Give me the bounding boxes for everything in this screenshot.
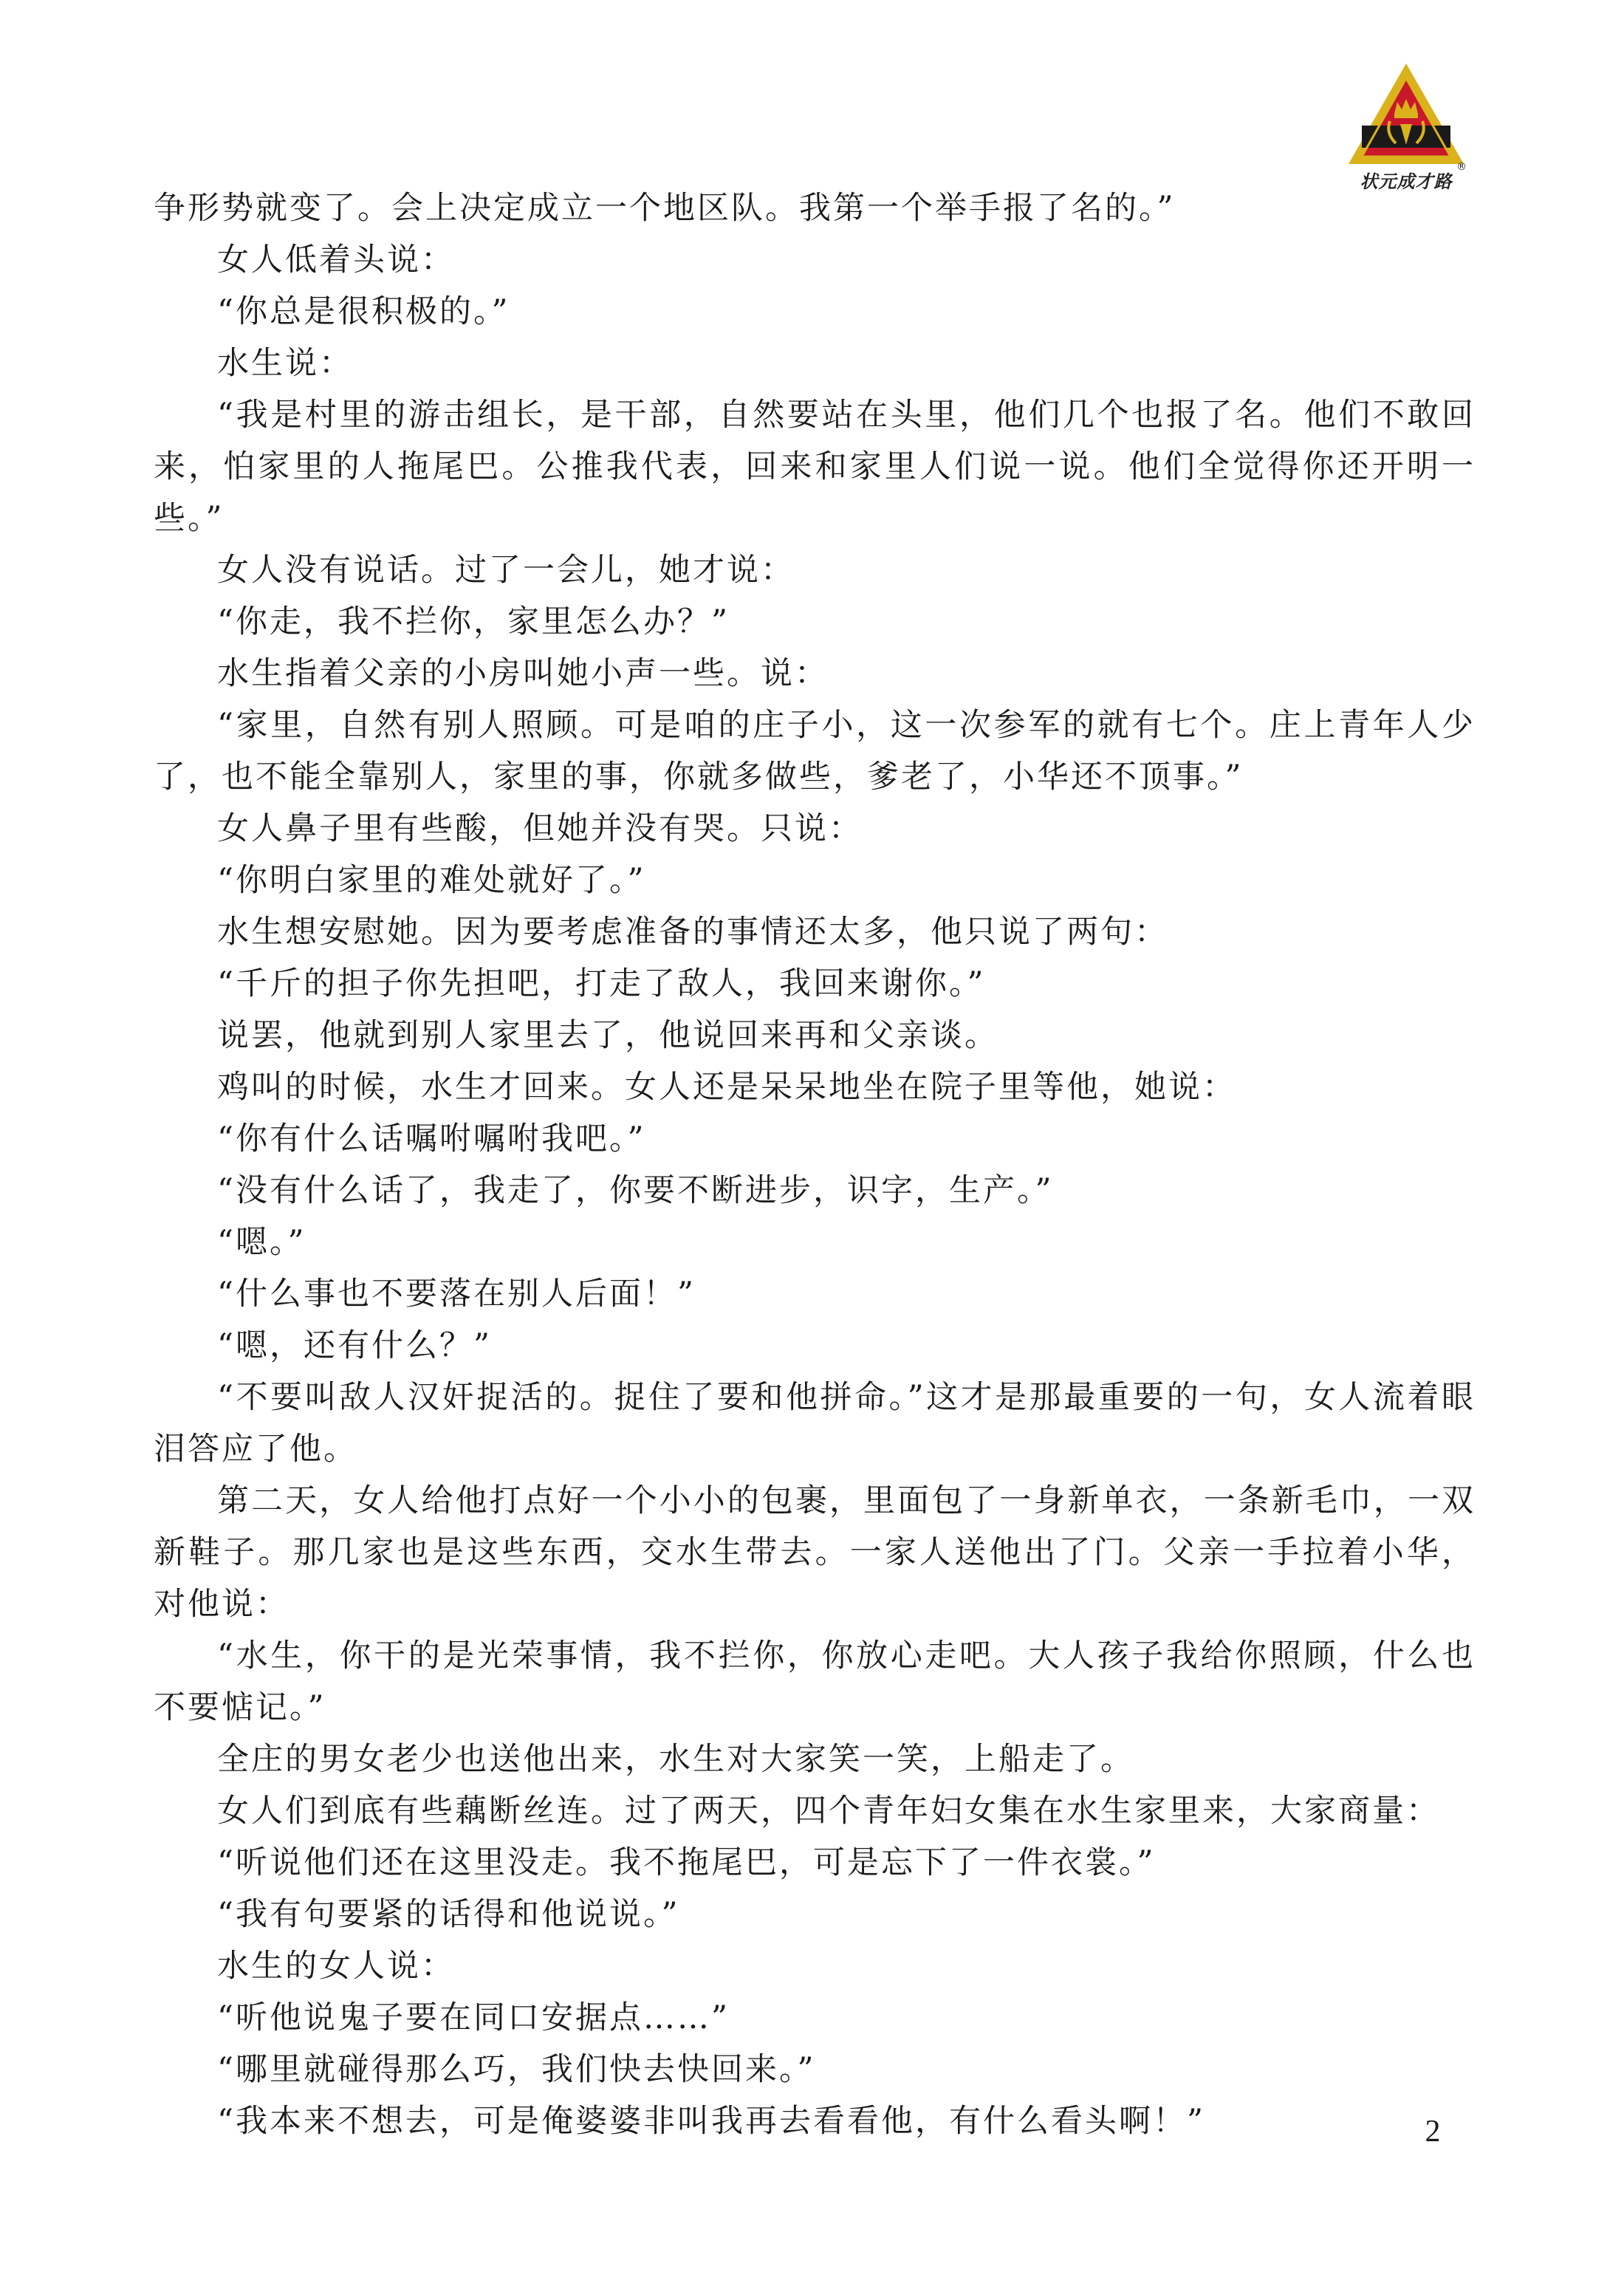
paragraph: “你总是很积极的。” (217, 293, 510, 330)
paragraph: “家里，自然有别人照顾。可是咱的庄子小，这一次参军的就有七个。庄上青年人少了，也不能全靠别人，家里的事，你就多做些，爹老了，小华还不顶事。” (154, 707, 1476, 795)
paragraph: “不要叫敌人汉奸捉活的。捉住了要和他拼命。”这才是那最重要的一句，女人流着眼泪答应了他。 (154, 1379, 1476, 1468)
paragraph: “水生，你干的是光荣事情，我不拦你，你放心走吧。大人孩子我给你照顾，什么也不要惦记。” (154, 1637, 1476, 1726)
publisher-logo (1347, 62, 1467, 192)
paragraph: “没有什么话了，我走了，你要不断进步，识字，生产。” (217, 1172, 1054, 1209)
paragraph: 争形势就变了。会上决定成立一个地区队。我第一个举手报了名的。” (154, 190, 1176, 227)
paragraph: 第二天，女人给他打点好一个小小的包裹，里面包了一身新单衣，一条新毛巾，一双新鞋子。那几家也是这些东西，交水生带去。一家人送他出了门。父亲一手拉着小华，对他说： (154, 1482, 1476, 1623)
paragraph: 水生想安慰她。因为要考虑准备的事情还太多，他只说了两句： (217, 914, 1168, 951)
paragraph: 全庄的男女老少也送他出来，水生对大家笑一笑，上船走了。 (217, 1741, 1134, 1778)
paragraph: “嗯。” (217, 1224, 306, 1261)
paragraph: “听他说鬼子要在同口安据点……” (217, 1999, 730, 2036)
paragraph: 水生的女人说： (217, 1948, 455, 1985)
paragraph: “我是村里的游击组长，是干部，自然要站在头里，他们几个也报了名。他们不敢回来，怕家里的人拖尾巴。公推我代表，回来和家里人们说一说。他们全觉得你还开明一些。” (154, 397, 1476, 537)
paragraph: 水生说： (217, 345, 353, 382)
paragraph: “你明白家里的难处就好了。” (217, 862, 646, 899)
paragraph: 女人们到底有些藕断丝连。过了两天，四个青年妇女集在水生家里来，大家商量： (217, 1793, 1440, 1830)
paragraph: “哪里就碰得那么巧，我们快去快回来。” (217, 2051, 816, 2088)
paragraph: “什么事也不要落在别人后面！” (217, 1276, 696, 1313)
paragraph: 女人鼻子里有些酸，但她并没有哭。只说： (217, 810, 863, 847)
registered-mark: ® (1456, 161, 1467, 173)
paragraph: “你走，我不拦你，家里怎么办？” (217, 603, 730, 640)
paragraph: “你有什么话嘱咐嘱咐我吧。” (217, 1120, 646, 1157)
paragraph: 水生指着父亲的小房叫她小声一些。说： (217, 655, 829, 692)
paragraph: 女人低着头说： (217, 242, 455, 278)
triangle-emblem-icon (1347, 62, 1465, 165)
page-number: 2 (1425, 2115, 1441, 2149)
paragraph: “千斤的担子你先担吧，打走了敌人，我回来谢你。” (217, 965, 986, 1002)
paragraph: 说罢，他就到别人家里去了，他说回来再和父亲谈。 (217, 1017, 998, 1054)
paragraph: 女人没有说话。过了一会儿，她才说： (217, 552, 795, 589)
paragraph: “我本来不想去，可是俺婆婆非叫我再去看看他，有什么看头啊！” (217, 2103, 1205, 2140)
paragraph: 鸡叫的时候，水生才回来。女人还是呆呆地坐在院子里等他，她说： (217, 1069, 1236, 1106)
paragraph: “嗯，还有什么？” (217, 1327, 492, 1364)
article-body (154, 182, 1476, 2147)
logo-name: 状元成才路 (1360, 171, 1453, 192)
paragraph: “我有句要紧的话得和他说说。” (217, 1896, 680, 1933)
paragraph: “听说他们还在这里没走。我不拖尾巴，可是忘下了一件衣裳。” (217, 1844, 1156, 1881)
